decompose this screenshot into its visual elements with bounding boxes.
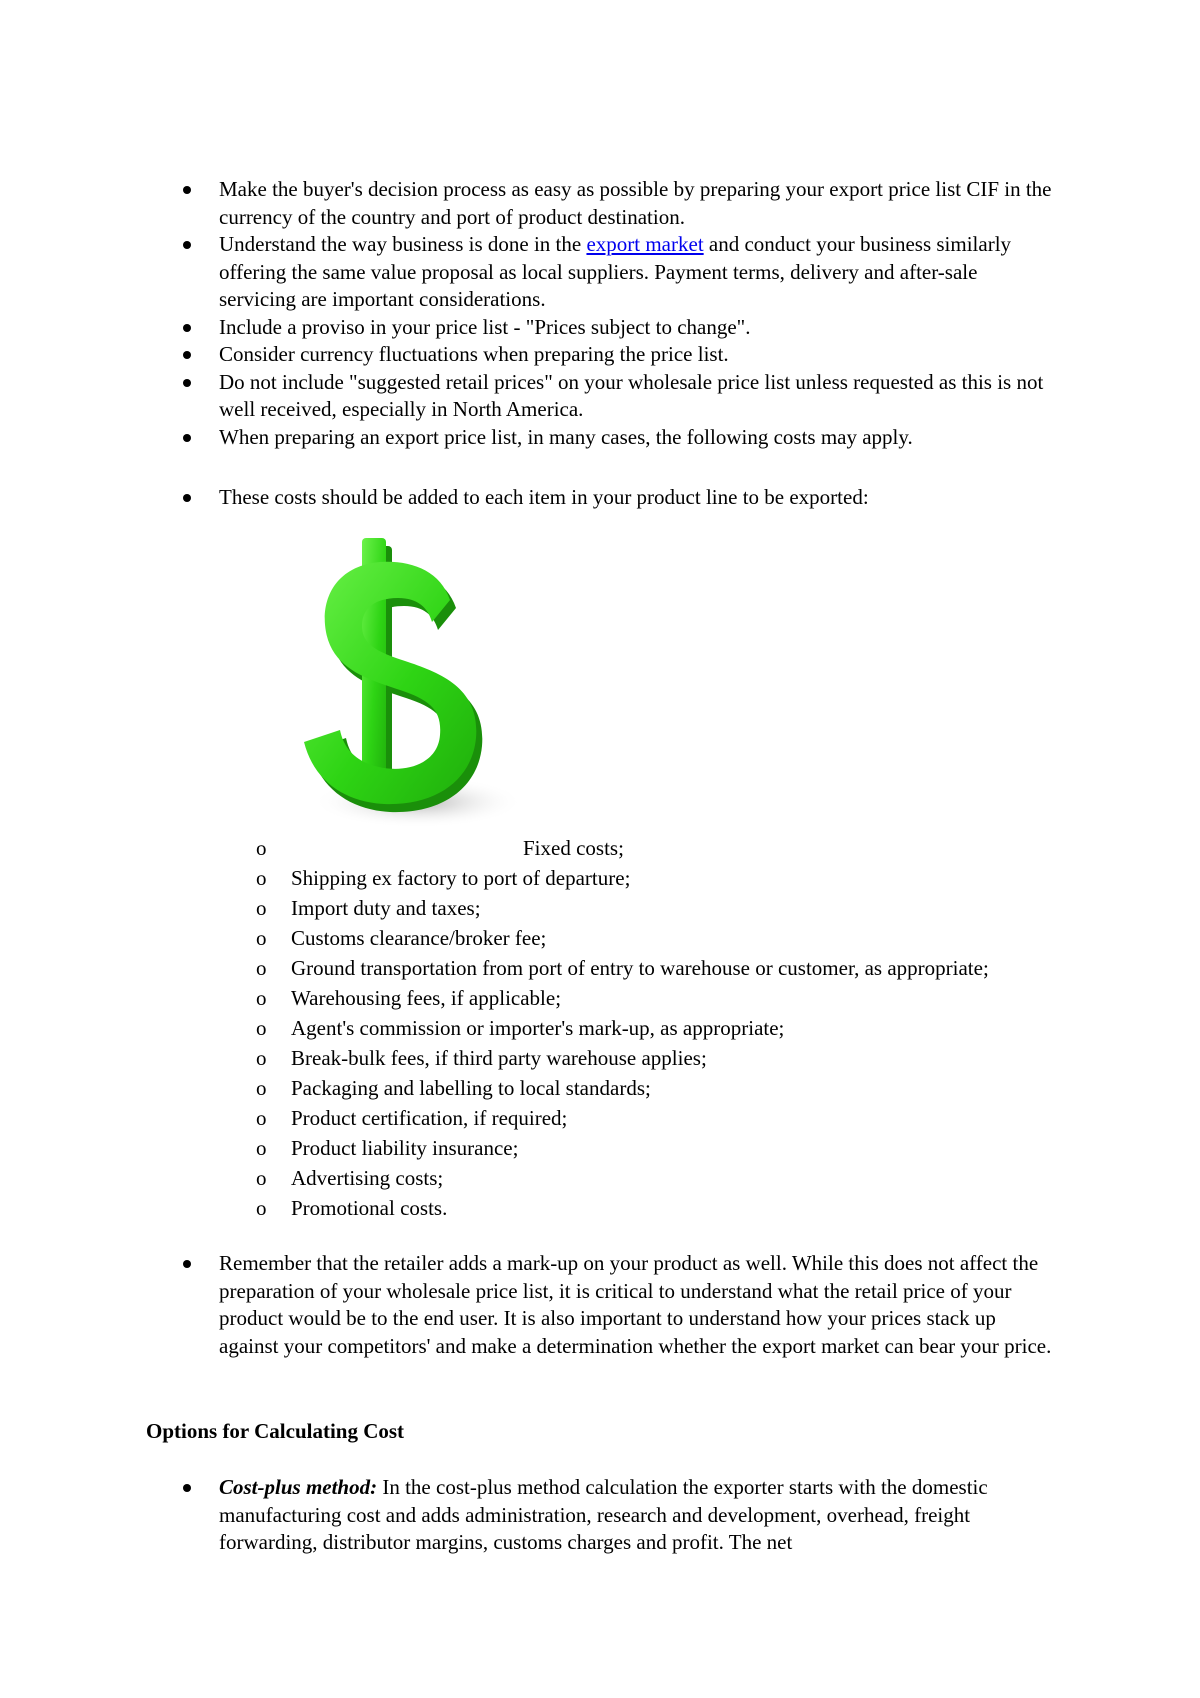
section-heading: Options for Calculating Cost: [146, 1419, 405, 1443]
cost-item-text: Import duty and taxes;: [291, 896, 481, 920]
list-item: [0, 341, 1059, 369]
sub-bullet-icon: o: [256, 1136, 267, 1160]
sub-bullet-icon: o: [256, 866, 267, 890]
export-market-link[interactable]: export market: [586, 232, 704, 256]
bullet-icon: [183, 379, 191, 387]
bullet-text: Include a proviso in your price list - "Prices subject to change".: [219, 314, 751, 339]
cost-item: [0, 1074, 1011, 1104]
cost-plus-list: [0, 1474, 1059, 1557]
cost-item-text: Advertising costs;: [291, 1166, 444, 1190]
list-item: [0, 424, 1059, 452]
bullet-text: and conduct your business similarly offering the same value proposal as local suppliers. Payment terms, delivery and after-sale servicing are important considerations.: [219, 232, 1012, 311]
cost-item: [0, 924, 1011, 954]
cost-item: [0, 894, 1011, 924]
list-item: [0, 484, 1059, 512]
retailer-note-list: [0, 1250, 1059, 1360]
cost-item-text: Product certification, if required;: [291, 1106, 568, 1130]
bullet-icon: [183, 351, 191, 359]
cost-item-text: Product liability insurance;: [291, 1136, 519, 1160]
cost-plus-term: Cost-plus method:: [219, 1475, 378, 1499]
cost-item-text: Warehousing fees, if applicable;: [291, 986, 562, 1010]
sub-bullet-icon: o: [256, 1106, 267, 1130]
sub-bullet-icon: o: [256, 926, 267, 950]
sub-bullet-icon: o: [256, 896, 267, 920]
bullet-icon: [183, 324, 191, 332]
costs-intro-text: These costs should be added to each item in your product line to be exported:: [219, 485, 869, 509]
list-item: [0, 231, 1059, 314]
cost-item-text: Break-bulk fees, if third party warehouse applies;: [291, 1046, 707, 1070]
cost-item-text: Packaging and labelling to local standards;: [291, 1076, 651, 1100]
cost-item: [0, 954, 1011, 984]
bullet-icon: [183, 241, 191, 249]
list-item: [0, 176, 1059, 231]
bullet-text: Understand the way business is done in the: [219, 232, 587, 256]
list-item: [0, 369, 1059, 424]
cost-item: [0, 1014, 1011, 1044]
sub-bullet-icon: o: [256, 1196, 267, 1220]
cost-item: [0, 1164, 1011, 1194]
retailer-note-text: Remember that the retailer adds a mark-up on your product as well. While this does not affect the preparation of your wholesale price list, it is critical to understand what the retail price of your product would be to the end user. It is also important to understand how your prices stack up against your competitors' and make a determination whether the export market can bear your price.: [219, 1251, 1052, 1358]
sub-bullet-icon: o: [256, 986, 267, 1010]
costs-intro-list: [0, 484, 1059, 512]
cost-item-text: Shipping ex factory to port of departure;: [291, 866, 631, 890]
bullet-text: Consider currency fluctuations when preparing the price list.: [219, 342, 729, 366]
sub-bullet-icon: o: [256, 836, 267, 860]
list-item: [0, 1474, 1059, 1557]
cost-item: [0, 984, 1011, 1014]
bullet-icon: [183, 494, 191, 502]
bullet-icon: [183, 1484, 191, 1492]
bullet-text: Make the buyer's decision process as easy as possible by preparing your export price list CIF in the currency of the country and port of product destination.: [219, 177, 1052, 229]
cost-item: [0, 834, 1011, 864]
cost-item: [0, 864, 1011, 894]
cost-item: [0, 1134, 1011, 1164]
cost-item-text: Promotional costs.: [291, 1196, 448, 1220]
bullet-text: When preparing an export price list, in many cases, the following costs may apply.: [219, 424, 913, 449]
sub-bullet-icon: o: [256, 1076, 267, 1100]
bullet-icon: [183, 434, 191, 442]
bullet-text: Do not include "suggested retail prices" on your wholesale price list unless requested as this is not well received, especially in North America.: [219, 369, 1044, 421]
cost-item-text: Ground transportation from port of entry to warehouse or customer, as appropriate;: [291, 956, 989, 980]
dollar-sign-image: [300, 530, 530, 840]
sub-bullet-icon: o: [256, 1046, 267, 1070]
bullet-icon: [183, 1260, 191, 1268]
cost-items-list: [0, 834, 1011, 1224]
cost-item: [0, 1044, 1011, 1074]
cost-item: [0, 1104, 1011, 1134]
intro-bullet-list: [0, 176, 1059, 451]
cost-item-text: Fixed costs;: [523, 836, 624, 860]
sub-bullet-icon: o: [256, 1016, 267, 1040]
cost-item: [0, 1194, 1011, 1224]
sub-bullet-icon: o: [256, 1166, 267, 1190]
bullet-icon: [183, 186, 191, 194]
dollar-sign-icon: [300, 530, 530, 840]
cost-item-text: Agent's commission or importer's mark-up, as appropriate;: [291, 1016, 785, 1040]
sub-bullet-icon: o: [256, 956, 267, 980]
cost-item-text: Customs clearance/broker fee;: [291, 926, 547, 950]
list-item: [0, 1250, 1059, 1360]
list-item: [0, 314, 1059, 342]
cost-plus-text: In the cost-plus method calculation the exporter starts with the domestic manufacturing cost and adds administration, research and development, overhead, freight forwarding, distributor margins, customs charges and profit. The net: [219, 1475, 988, 1554]
